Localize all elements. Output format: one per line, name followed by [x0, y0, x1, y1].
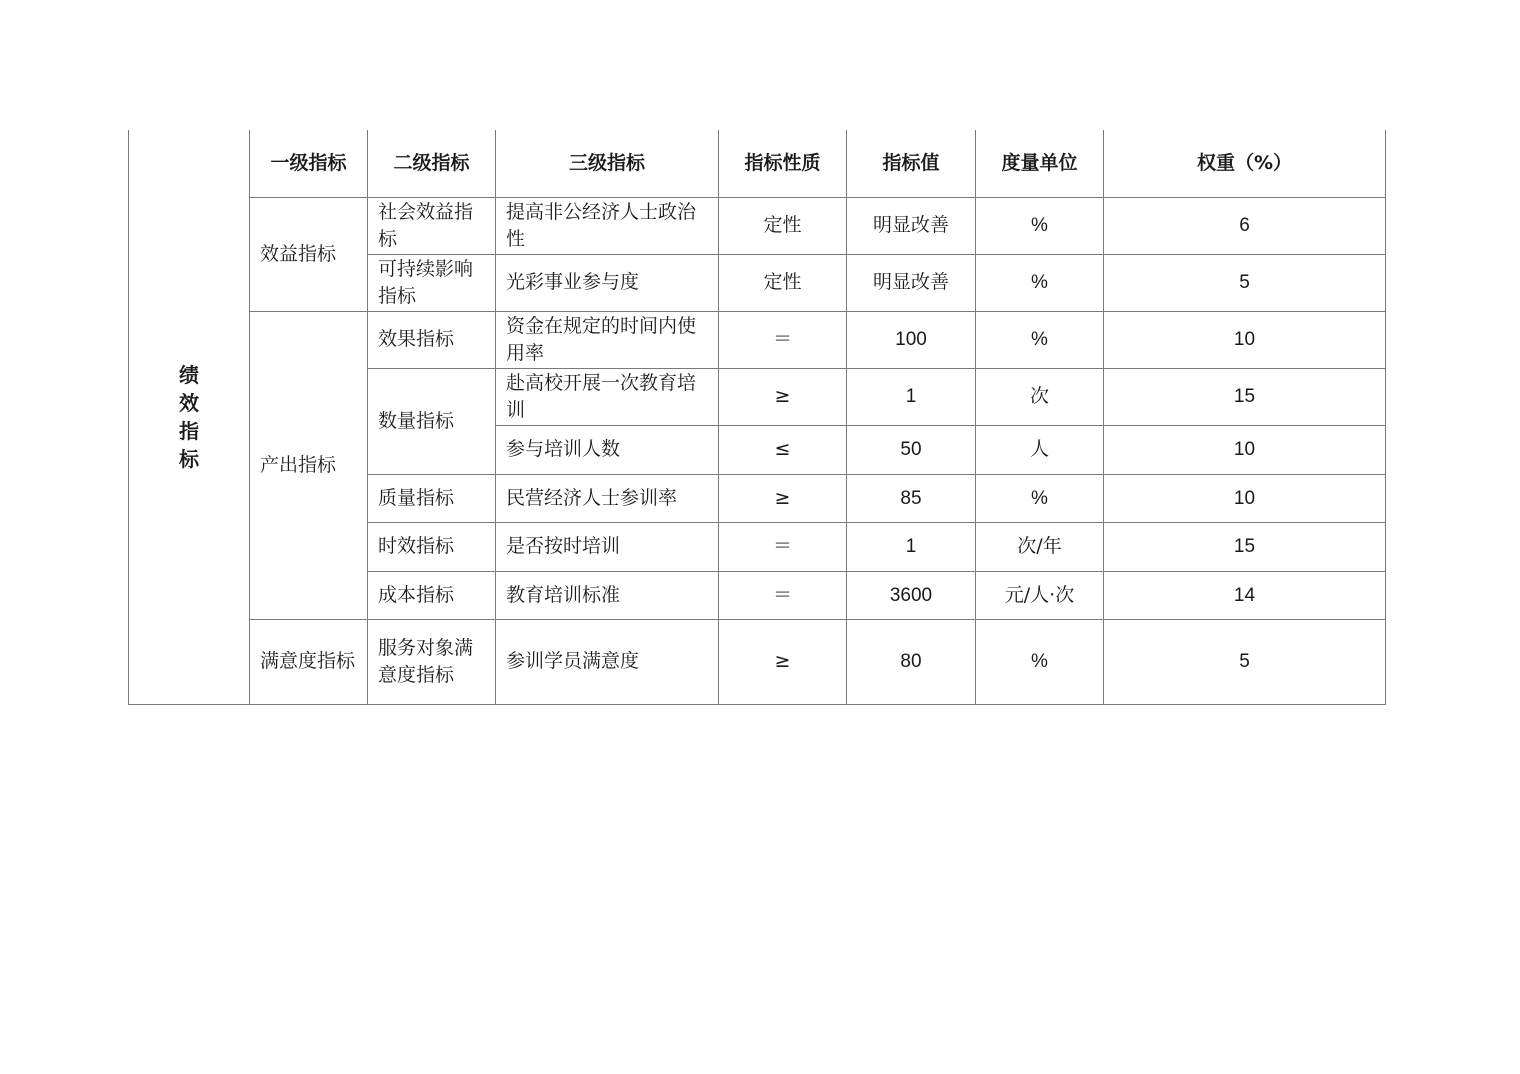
nature-cell: ≥: [719, 368, 847, 425]
value-cell: 85: [847, 474, 976, 522]
value-cell: 1: [847, 368, 976, 425]
header-unit: 度量单位: [976, 130, 1104, 197]
unit-cell: 次: [976, 368, 1104, 425]
unit-cell: %: [976, 311, 1104, 368]
value-cell: 50: [847, 425, 976, 474]
level2-cell: 服务对象满意度指标: [368, 619, 496, 704]
level3-cell: 提高非公经济人士政治性: [496, 197, 719, 254]
header-nature: 指标性质: [719, 130, 847, 197]
level2-cell: 成本指标: [368, 571, 496, 619]
section-label-char: 指: [179, 418, 199, 443]
value-cell: 80: [847, 619, 976, 704]
weight-cell: 10: [1104, 425, 1386, 474]
weight-cell: 14: [1104, 571, 1386, 619]
level3-cell: 赴高校开展一次教育培训: [496, 368, 719, 425]
nature-cell: ≥: [719, 619, 847, 704]
level2-cell: 时效指标: [368, 522, 496, 571]
group-satisfaction: 满意度指标: [250, 619, 368, 704]
level3-cell: 民营经济人士参训率: [496, 474, 719, 522]
weight-cell: 6: [1104, 197, 1386, 254]
table-row: [129, 619, 1386, 704]
nature-cell: ＝: [719, 522, 847, 571]
weight-cell: 10: [1104, 311, 1386, 368]
section-label-char: 绩: [179, 362, 199, 387]
nature-cell: ＝: [719, 311, 847, 368]
nature-cell: 定性: [719, 197, 847, 254]
weight-cell: 5: [1104, 254, 1386, 311]
level2-cell: 社会效益指标: [368, 197, 496, 254]
level3-cell: 资金在规定的时间内使用率: [496, 311, 719, 368]
value-cell: 明显改善: [847, 254, 976, 311]
level3-cell: 参与培训人数: [496, 425, 719, 474]
header-weight: 权重（%）: [1104, 130, 1386, 197]
group-benefit: 效益指标: [250, 197, 368, 311]
level3-cell: 是否按时培训: [496, 522, 719, 571]
weight-cell: 5: [1104, 619, 1386, 704]
level3-cell: 光彩事业参与度: [496, 254, 719, 311]
weight-cell: 15: [1104, 368, 1386, 425]
table-row: [129, 311, 1386, 368]
nature-cell: 定性: [719, 254, 847, 311]
table-row: [129, 197, 1386, 254]
level2-cell: 数量指标: [368, 368, 496, 474]
unit-cell: %: [976, 619, 1104, 704]
unit-cell: 元/人·次: [976, 571, 1104, 619]
group-output: 产出指标: [250, 311, 368, 619]
value-cell: 3600: [847, 571, 976, 619]
nature-cell: ＝: [719, 571, 847, 619]
unit-cell: %: [976, 254, 1104, 311]
section-label-char: 标: [179, 446, 199, 471]
value-cell: 100: [847, 311, 976, 368]
header-level3: 三级指标: [496, 130, 719, 197]
unit-cell: %: [976, 474, 1104, 522]
level2-cell: 效果指标: [368, 311, 496, 368]
value-cell: 明显改善: [847, 197, 976, 254]
weight-cell: 15: [1104, 522, 1386, 571]
unit-cell: 次/年: [976, 522, 1104, 571]
unit-cell: 人: [976, 425, 1104, 474]
section-label-char: 效: [179, 390, 199, 415]
level3-cell: 教育培训标准: [496, 571, 719, 619]
level2-cell: 可持续影响指标: [368, 254, 496, 311]
nature-cell: ≤: [719, 425, 847, 474]
unit-cell: %: [976, 197, 1104, 254]
performance-indicator-table: [128, 130, 1386, 705]
header-row: [129, 130, 1386, 197]
header-value: 指标值: [847, 130, 976, 197]
header-level2: 二级指标: [368, 130, 496, 197]
level3-cell: 参训学员满意度: [496, 619, 719, 704]
weight-cell: 10: [1104, 474, 1386, 522]
header-level1: 一级指标: [250, 130, 368, 197]
section-label-cell: [129, 130, 250, 704]
nature-cell: ≥: [719, 474, 847, 522]
level2-cell: 质量指标: [368, 474, 496, 522]
value-cell: 1: [847, 522, 976, 571]
